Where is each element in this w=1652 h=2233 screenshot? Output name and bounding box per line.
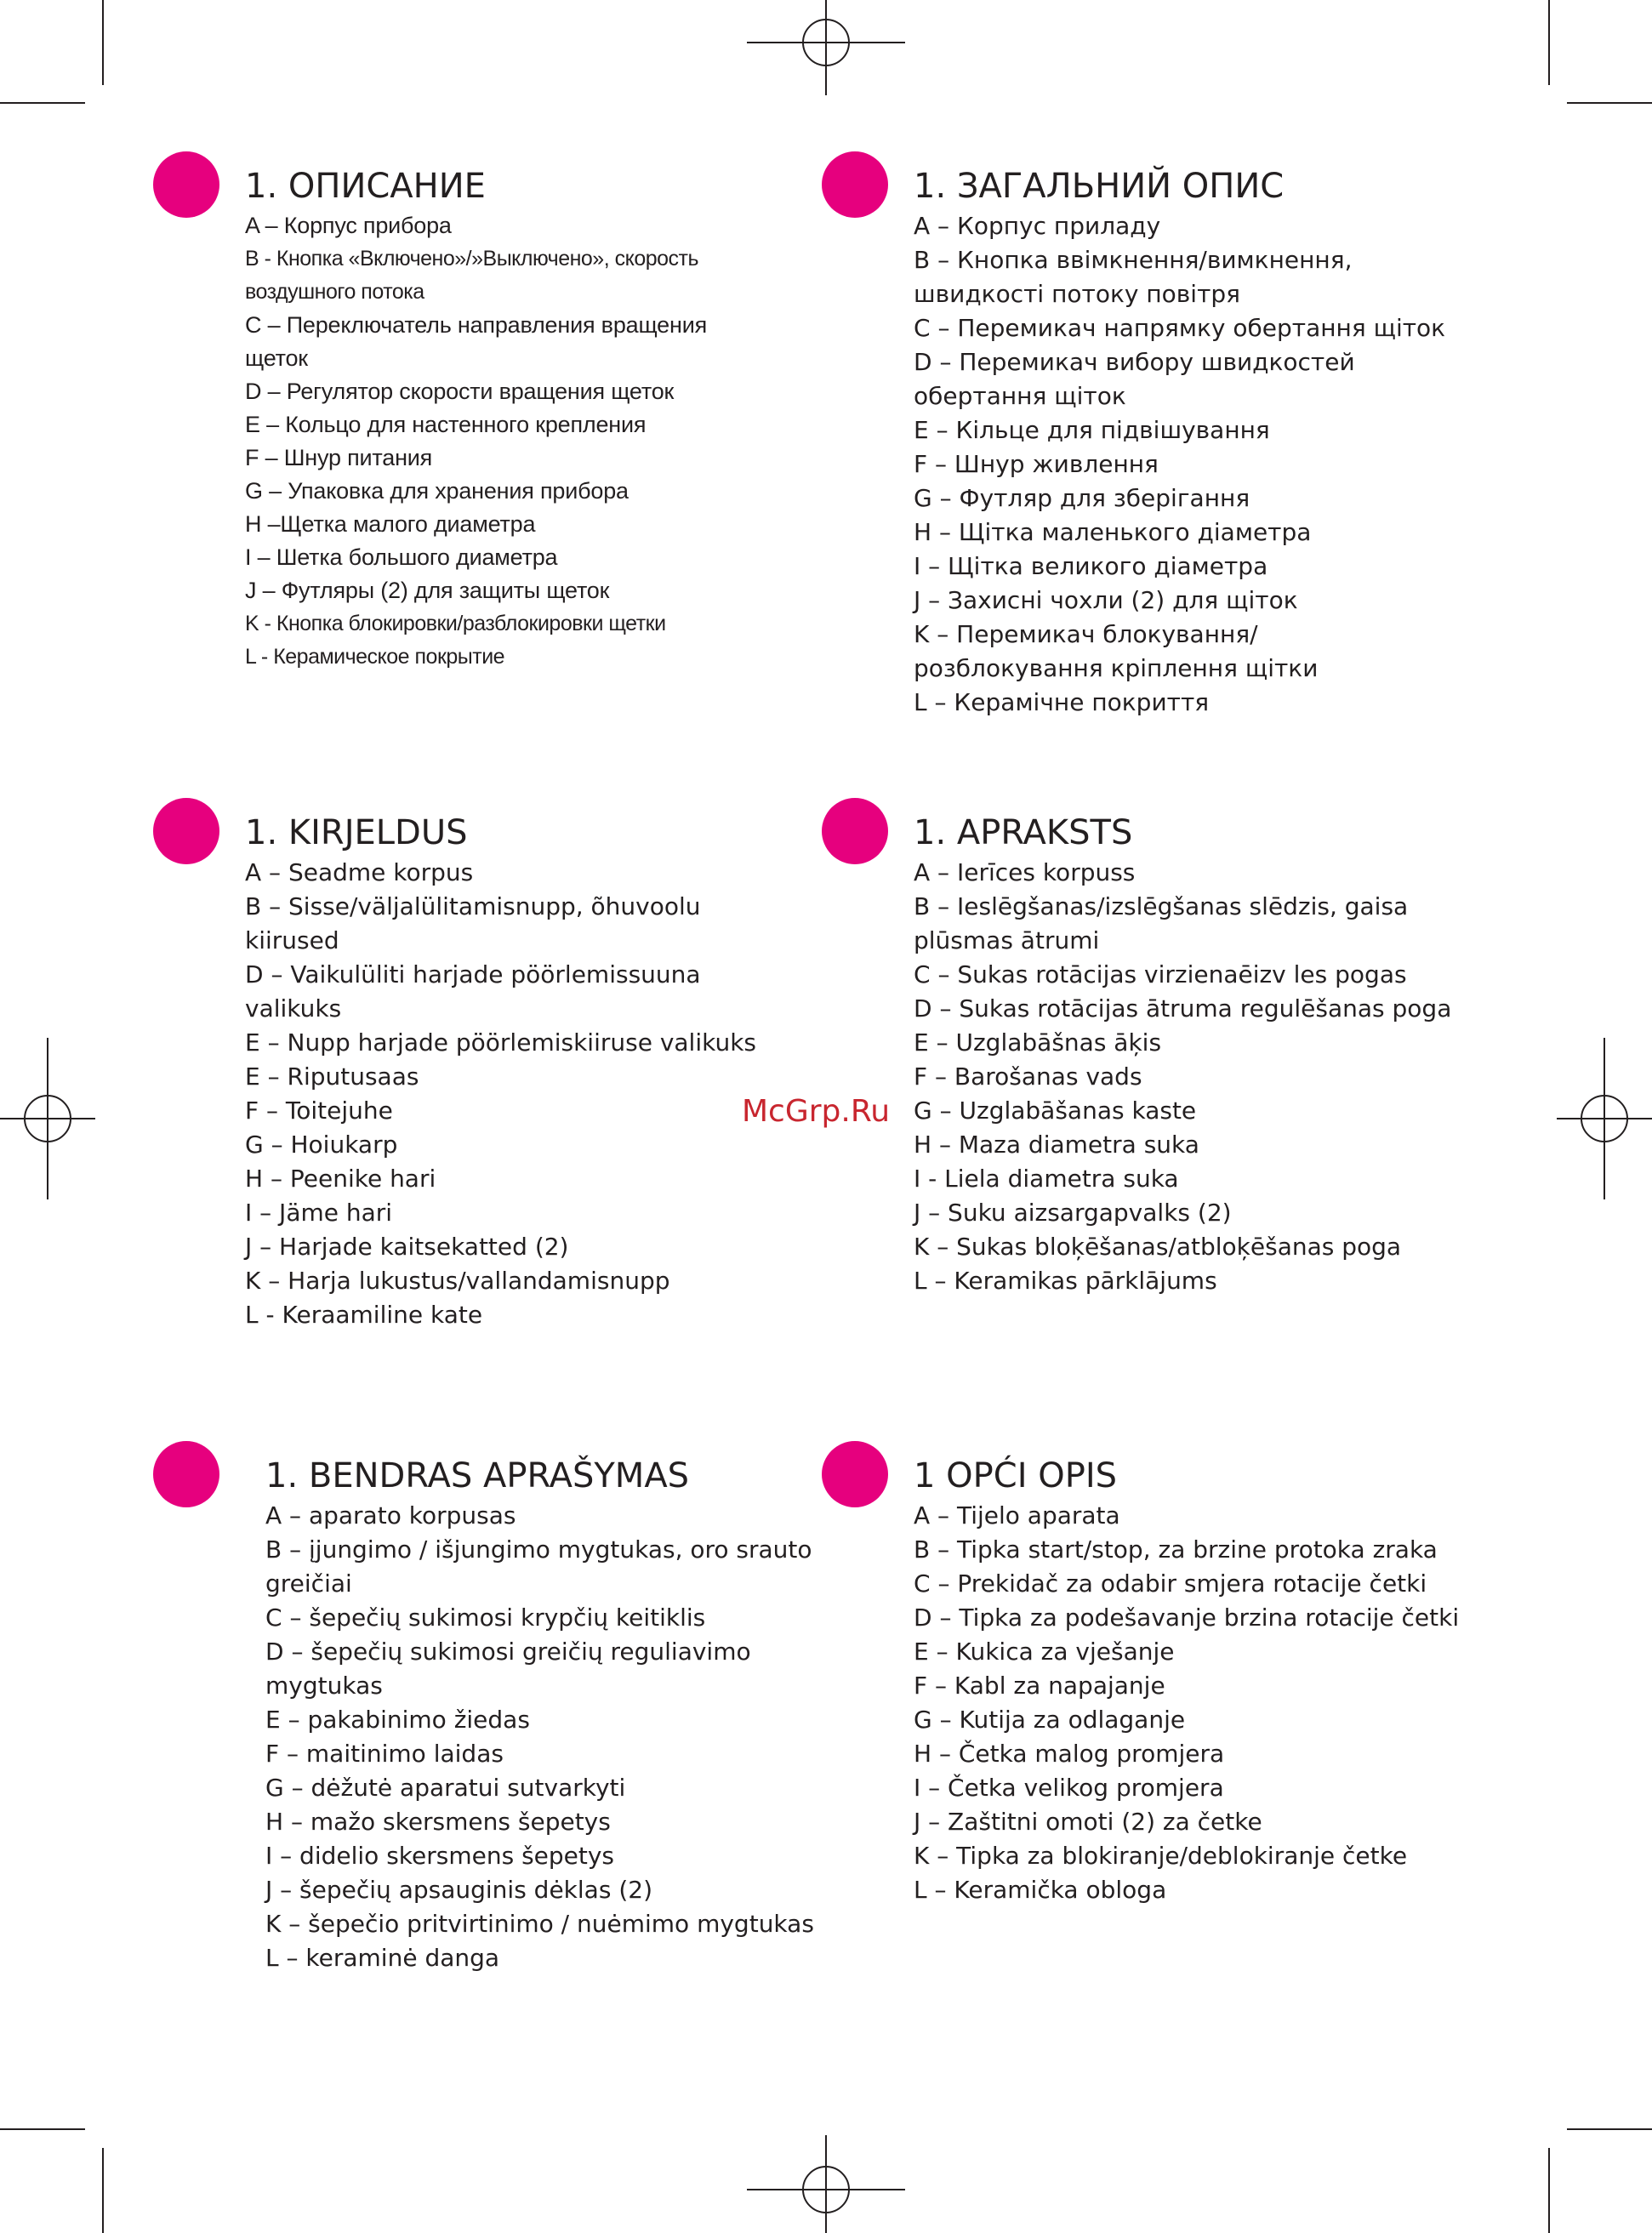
list-item: розблокування кріплення щітки <box>914 654 1319 682</box>
list-item: H – Peenike hari <box>245 1165 436 1193</box>
list-item: G – Футляр для зберігання <box>914 484 1250 512</box>
crop-mark <box>0 102 85 104</box>
bullet-dot <box>822 1441 888 1507</box>
list-item: E – Кільце для підвішування <box>914 416 1270 444</box>
list-item: A – Seadme korpus <box>245 858 474 886</box>
section-title: 1. APRAKSTS <box>914 813 1133 852</box>
list-item: E – Nupp harjade pöörlemiskiiruse valikuks <box>245 1028 757 1057</box>
list-item: L – keraminė danga <box>265 1944 500 1972</box>
list-item: G – Uzglabāšanas kaste <box>914 1097 1197 1125</box>
list-item: L - Keraamiline kate <box>245 1301 483 1329</box>
crop-mark <box>102 2148 104 2233</box>
bullet-dot <box>153 798 219 864</box>
list-item: E – Кольцо для настенного крепления <box>245 412 647 437</box>
list-item: J – Zaštitni omoti (2) za četke <box>914 1808 1262 1836</box>
list-item: D – Регулятор скорости вращения щеток <box>245 379 675 404</box>
item-list <box>265 1499 878 1975</box>
list-item: D – šepečių sukimosi greičių reguliavimo <box>265 1638 751 1666</box>
list-item: F – Kabl za napajanje <box>914 1672 1165 1700</box>
list-item: F – Шнур питания <box>245 445 433 470</box>
list-item: H – Maza diametra suka <box>914 1131 1199 1159</box>
crop-mark <box>0 2128 85 2130</box>
list-item: I – didelio skersmens šepetys <box>265 1842 615 1870</box>
list-item: D – Vaikulüliti harjade pöörlemissuuna <box>245 960 701 988</box>
list-item: K – Tipka za blokiranje/deblokiranje četke <box>914 1842 1408 1870</box>
section-title: 1. BENDRAS APRAŠYMAS <box>265 1456 690 1495</box>
list-item: J – Harjade kaitsekatted (2) <box>245 1233 569 1261</box>
list-item: H – Щітка маленького діаметра <box>914 518 1312 546</box>
list-item: L – Керамічне покриття <box>914 688 1210 716</box>
list-item: H –Щетка малого диаметра <box>245 511 536 537</box>
list-item: I – Шетка большого диаметра <box>245 544 558 570</box>
list-item: A – Ierīces korpuss <box>914 858 1136 886</box>
list-item: A – aparato korpusas <box>265 1501 516 1529</box>
list-item: K – Harja lukustus/vallandamisnupp <box>245 1267 670 1295</box>
list-item: E – pakabinimo žiedas <box>265 1706 530 1734</box>
item-list <box>914 209 1526 720</box>
list-item: B – Tipka start/stop, za brzine protoka zraka <box>914 1535 1438 1564</box>
list-item: F – maitinimo laidas <box>265 1740 504 1768</box>
list-item: G – dėžutė aparatui sutvarkyti <box>265 1774 626 1802</box>
list-item: обертання щіток <box>914 382 1126 410</box>
item-list <box>914 856 1526 1298</box>
list-item: C – Переключатель направления вращения <box>245 312 707 338</box>
list-item: C – Перемикач напрямку обертання щіток <box>914 314 1446 342</box>
list-item: valikuks <box>245 994 342 1023</box>
list-item: K – Перемикач блокування/ <box>914 620 1258 648</box>
crop-mark <box>102 0 104 85</box>
list-item: H – Četka malog promjera <box>914 1740 1225 1768</box>
list-item: kiirused <box>245 926 339 954</box>
list-item: D – Tipka za podešavanje brzina rotacije četki <box>914 1604 1460 1632</box>
list-item: G – Упаковка для хранения прибора <box>245 478 629 504</box>
list-item: воздушного потока <box>245 280 424 304</box>
list-item: B – įjungimo / išjungimo mygtukas, oro srauto <box>265 1535 812 1564</box>
bullet-dot <box>153 1441 219 1507</box>
list-item: A – Tijelo aparata <box>914 1501 1120 1529</box>
list-item: mygtukas <box>265 1672 383 1700</box>
list-item: швидкості потоку повітря <box>914 280 1241 308</box>
list-item: F – Шнур живлення <box>914 450 1159 478</box>
list-item: D – Sukas rotācijas ātruma regulēšanas poga <box>914 994 1452 1023</box>
item-list <box>914 1499 1526 1907</box>
bullet-dot <box>153 151 219 218</box>
list-item: B - Кнопка «Включено»/»Выключено», скорость <box>245 247 699 271</box>
list-item: B – Кнопка ввімкнення/вимкнення, <box>914 246 1353 274</box>
list-item: K - Кнопка блокировки/разблокировки щетки <box>245 612 666 635</box>
list-item: G – Kutija za odlaganje <box>914 1706 1186 1734</box>
list-item: I – Щітка великого діаметра <box>914 552 1268 580</box>
list-item: C – šepečių sukimosi krypčių keitiklis <box>265 1604 706 1632</box>
bullet-dot <box>822 151 888 218</box>
list-item: C – Sukas rotācijas virzienaēizv les pogas <box>914 960 1407 988</box>
list-item: E – Uzglabāšnas āķis <box>914 1028 1162 1057</box>
list-item: C – Prekidač za odabir smjera rotacije četki <box>914 1569 1427 1598</box>
list-item: J – Suku aizsargapvalks (2) <box>914 1199 1232 1227</box>
list-item: D – Перемикач вибору швидкостей <box>914 348 1355 376</box>
section-title: 1. ЗАГАЛЬНИЙ ОПИС <box>914 167 1285 206</box>
list-item: I - Liela diametra suka <box>914 1165 1179 1193</box>
list-item: L – Keramikas pārklājums <box>914 1267 1217 1295</box>
list-item: A – Корпус приладу <box>914 212 1161 240</box>
list-item: I – Jäme hari <box>245 1199 393 1227</box>
list-item: E – Kukica za vješanje <box>914 1638 1175 1666</box>
list-item: J – Захисні чохли (2) для щіток <box>914 586 1298 614</box>
list-item: щеток <box>245 345 308 371</box>
crop-mark <box>1567 102 1652 104</box>
list-item: A – Корпус прибора <box>245 213 452 238</box>
list-item: J – šepečių apsauginis dėklas (2) <box>265 1876 652 1904</box>
list-item: H – mažo skersmens šepetys <box>265 1808 611 1836</box>
list-item: E – Riputusaas <box>245 1062 419 1091</box>
list-item: B – Ieslēgšanas/izslēgšanas slēdzis, gaisa <box>914 892 1409 920</box>
list-item: plūsmas ātrumi <box>914 926 1100 954</box>
section-title: 1. KIRJELDUS <box>245 813 468 852</box>
bullet-dot <box>822 798 888 864</box>
list-item: K – šepečio pritvirtinimo / nuėmimo mygtukas <box>265 1910 814 1938</box>
list-item: L – Keramička obloga <box>914 1876 1167 1904</box>
list-item: G – Hoiukarp <box>245 1131 398 1159</box>
list-item: greičiai <box>265 1569 352 1598</box>
list-item: B – Sisse/väljalülitamisnupp, õhuvoolu <box>245 892 701 920</box>
list-item: F – Barošanas vads <box>914 1062 1142 1091</box>
list-item: J – Футляры (2) для защиты щеток <box>245 578 610 603</box>
crop-mark <box>1548 2148 1550 2233</box>
list-item: F – Toitejuhe <box>245 1097 393 1125</box>
section-title: 1 OPĆI OPIS <box>914 1456 1118 1495</box>
list-item: L - Керамическое покрытие <box>245 645 505 669</box>
crop-mark <box>1548 0 1550 85</box>
watermark-text: McGrp.Ru <box>742 1094 891 1129</box>
list-item: K – Sukas bloķēšanas/atbloķēšanas poga <box>914 1233 1402 1261</box>
item-list <box>245 209 857 674</box>
list-item: I – Četka velikog promjera <box>914 1774 1224 1802</box>
crop-mark <box>1567 2128 1652 2130</box>
section-title: 1. ОПИСАНИЕ <box>245 167 486 206</box>
